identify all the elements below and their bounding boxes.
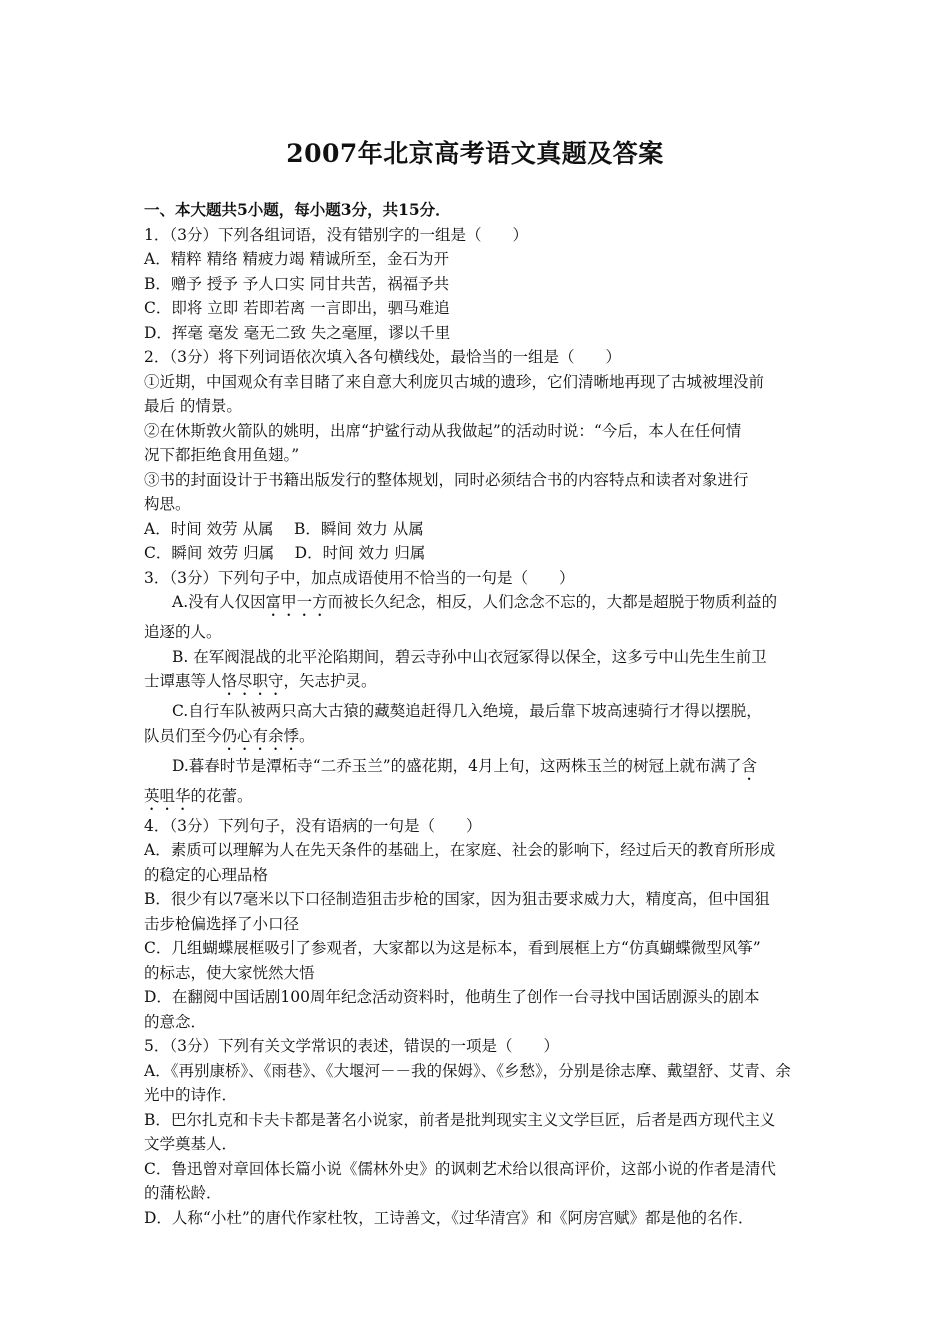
page-title: 2007年北京高考语文真题及答案 <box>286 139 664 168</box>
sentence-1-cont: 最后 的情景。 <box>144 397 242 415</box>
question-4 <box>144 814 808 1035</box>
question-3 <box>144 566 808 814</box>
question-stem: 5．（3分）下列有关文学常识的表述，错误的一项是（ ） <box>144 1037 559 1055</box>
section-heading: 一、本大题共5小题，每小题3分，共15分． <box>144 200 451 219</box>
option-b: B．很少有以7毫米以下口径制造狙击步枪的国家，因为狙击要求威力大，精度高，但中国狙 <box>144 890 770 908</box>
option-a-cont: 的稳定的心理品格 <box>144 865 269 884</box>
option-b-cont: 击步枪偏选择了小口径 <box>144 914 300 933</box>
dotted-idiom: 富甲一方 <box>265 593 328 611</box>
option-a-cont: 追逐的人。 <box>144 623 222 641</box>
option-b: B. 在军阀混战的北平沦陷期间，碧云寺孙中山衣冠冢得以保全，这多亏中山先生生前卫 <box>172 647 767 666</box>
option-d <box>144 754 808 784</box>
option-b-cont: 文学奠基人． <box>144 1135 238 1153</box>
option-a: A．《再别康桥》、《雨巷》、《大堰河－－我的保姆》、《乡愁》，分别是徐志摩、戴望舒、艾青、余 <box>144 1061 791 1080</box>
option-c: C．即将 立即 若即若离 一言即出，驷马难追 <box>144 299 450 317</box>
question-5 <box>144 1034 808 1230</box>
options-ab: A．时间 效劳 从属 B．瞬间 效力 从属 <box>144 519 424 538</box>
option-b: B．赠予 授予 予人口实 同甘共苦，祸福予共 <box>144 274 450 293</box>
option-b-cont <box>144 669 808 699</box>
option-a-cont: 光中的诗作． <box>144 1086 238 1104</box>
option-d: D．挥毫 毫发 毫无二致 失之毫厘，谬以千里 <box>144 323 451 342</box>
question-stem: 2．（3分）将下列词语依次填入各句横线处，最恰当的一组是（ ） <box>144 348 621 366</box>
question-stem: 4．（3分）下列句子，没有语病的一句是（ ） <box>144 816 482 835</box>
option-d-cont: 的意念． <box>144 1012 207 1031</box>
sentence-3: ③书的封面设计于书籍出版发行的整体规划，同时必须结合书的内容特点和读者对象进行 <box>144 470 749 489</box>
options-cd: C．瞬间 效劳 归属 D．时间 效力 归属 <box>144 544 426 562</box>
option-c: C.自行车队被两只高大古猿的藏獒追赶得几入绝境，最后靠下坡高速骑行才得以摆脱， <box>172 702 762 720</box>
text: 队员们至今 <box>144 726 222 745</box>
dotted-idiom: 含 <box>741 756 758 775</box>
question-1 <box>144 223 808 346</box>
text: 的花蕾。 <box>190 786 253 805</box>
option-d: D．人称“小杜”的唐代作家杜牧，工诗善文，《过华清宫》和《阿房宫赋》都是他的名作． <box>144 1208 754 1227</box>
sentence-1: ①近期，中国观众有幸目睹了来自意大利庞贝古城的遗珍，它们清晰地再现了古城被埋没前 <box>144 372 765 391</box>
option-c: C．鲁迅曾对章回体长篇小说《儒林外史》的讽刺艺术给以很高评价，这部小说的作者是清代 <box>144 1159 776 1178</box>
text: 而被长久纪念，相反，人们念念不忘的，大都是超脱于物质利益的 <box>327 593 778 611</box>
option-c-cont <box>144 724 808 754</box>
text: ，矢志护灵。 <box>283 672 377 690</box>
question-stem: 3．（3分）下列句子中，加点成语使用不恰当的一句是（ ） <box>144 568 575 587</box>
text: 士谭惠等人 <box>144 672 222 690</box>
question-2 <box>144 345 808 566</box>
sentence-2: ②在休斯敦火箭队的姚明，出席“护鲨行动从我做起”的活动时说：“今后，本人在任何情 <box>144 421 742 440</box>
exam-content <box>144 198 808 1230</box>
option-c: C．几组蝴蝶展框吸引了参观者，大家都以为这是标本，看到展框上方“仿真蝴蝶微型风筝” <box>144 939 761 957</box>
question-stem: 1．（3分）下列各组词语，没有错别字的一组是（ ） <box>144 225 528 244</box>
option-a: A．素质可以理解为人在先天条件的基础上，在家庭、社会的影响下，经过后天的教育所形成 <box>144 841 776 859</box>
option-a: A．精粹 精络 精疲力竭 精诚所至，金石为开 <box>144 250 449 268</box>
dotted-idiom: 英咀华 <box>144 786 191 805</box>
option-b: B．巴尔扎克和卡夫卡都是著名小说家，前者是批判现实主义文学巨匠，后者是西方现代主义 <box>144 1110 776 1129</box>
text: 。 <box>299 726 315 745</box>
option-c-cont: 的标志，使大家恍然大悟 <box>144 963 315 982</box>
sentence-2-cont: 况下都拒绝食用鱼翅。” <box>144 446 300 464</box>
option-a <box>144 590 808 620</box>
text: D.暮春时节是潭柘寺“二乔玉兰”的盛花期，4月上旬，这两株玉兰的树冠上就布满了 <box>172 756 742 775</box>
option-d-cont <box>144 784 808 814</box>
text: A.没有人仅因 <box>172 593 266 611</box>
dotted-idiom: 恪尽职守 <box>221 672 284 690</box>
dotted-idiom: 仍心有余悸 <box>221 726 300 745</box>
option-d: D．在翻阅中国话剧100周年纪念活动资料时，他萌生了创作一台寻找中国话剧源头的剧本 <box>144 988 760 1006</box>
option-c-cont: 的蒲松龄． <box>144 1184 222 1202</box>
sentence-3-cont: 构思。 <box>144 495 191 513</box>
